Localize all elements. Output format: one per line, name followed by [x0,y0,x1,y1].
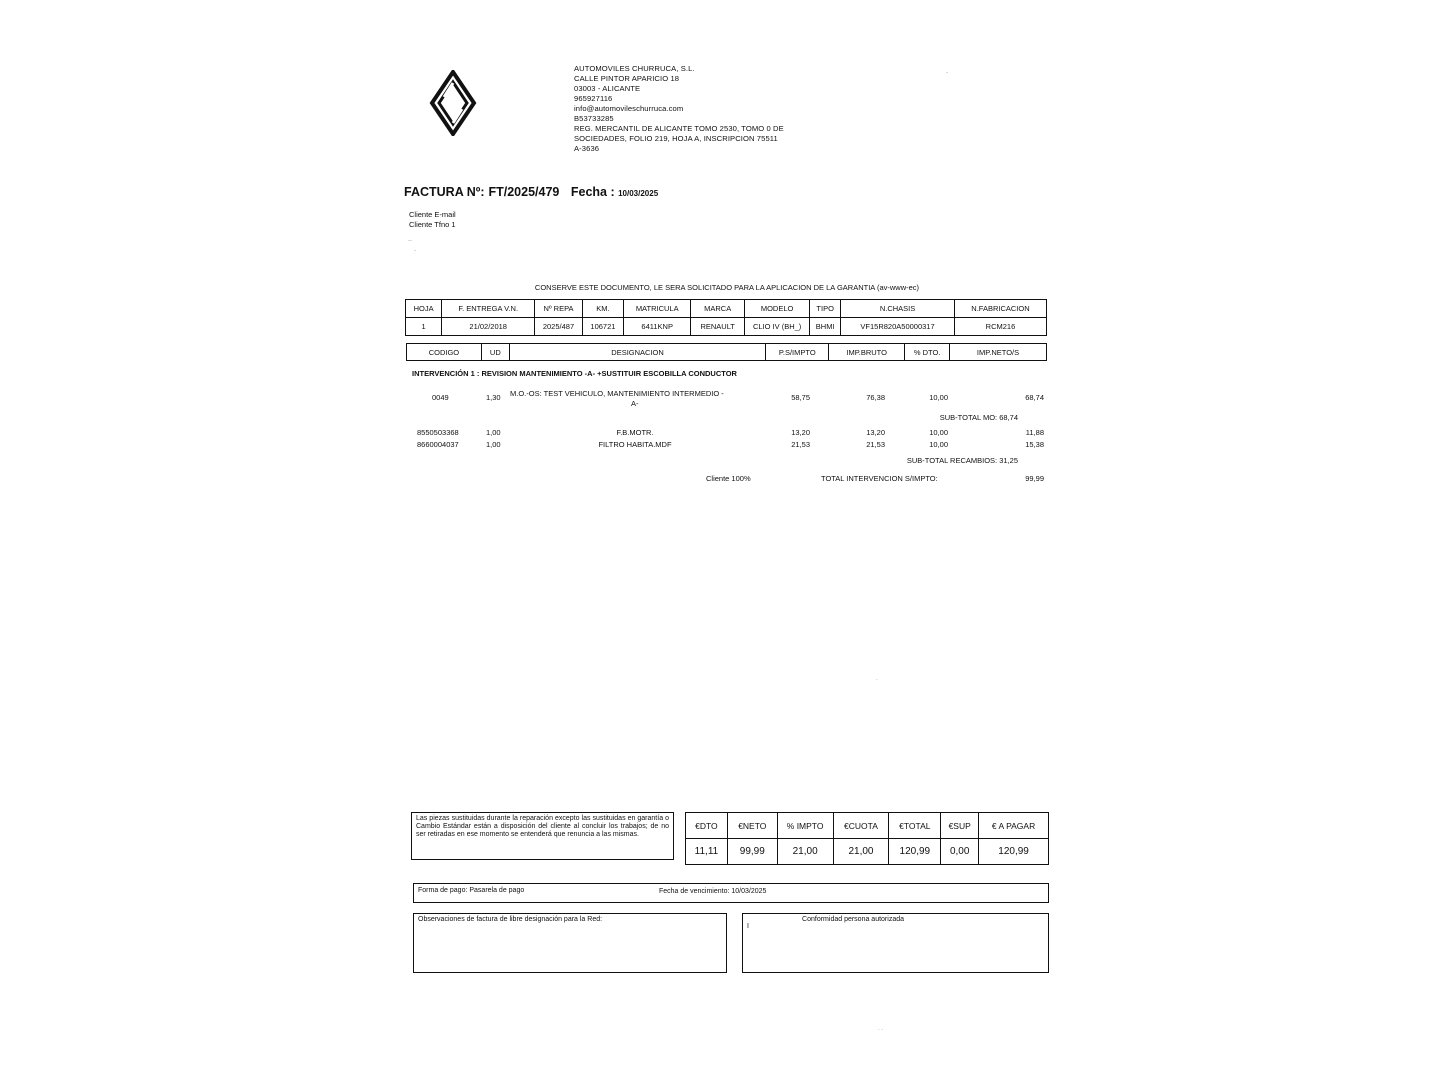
company-line: CALLE PINTOR APARICIO 18 [574,74,680,83]
company-line: B53733285 [574,114,614,123]
client-info [409,210,456,230]
part-net: 15,38 [1025,440,1044,449]
vehicle-value: CLIO IV (BH_) [745,318,810,336]
vehicle-header: F. ENTREGA V.N. [442,300,535,318]
lines-header-row [407,344,1047,361]
part-code: 8660004037 [417,440,459,449]
invoice-date-label: Fecha : [570,185,615,199]
labour-desc-cont: A- [631,399,639,408]
vehicle-value: VF15R820A50000317 [841,318,955,336]
labour-code: 0049 [432,393,449,402]
company-line: 03003 - ALICANTE [574,84,641,93]
vehicle-value: BHMI [810,318,841,336]
part-dto: 10,00 [929,440,948,449]
subtotal-mo: SUB-TOTAL MO: 68,74 [939,413,1018,422]
conformity-mark: I [747,923,749,930]
totals-header: €NETO [727,813,777,839]
part-ud: 1,00 [486,428,501,437]
part-desc: F.B.MOTR. [616,428,654,437]
lines-header: CODIGO [407,344,482,361]
labour-dto: 10,00 [929,393,948,402]
vehicle-header-row [406,300,1047,318]
warranty-notice: CONSERVE ESTE DOCUMENTO, LE SERA SOLICITADO PARA LA APLICACION DE LA GARANTIA (av-www-ec) [534,283,920,292]
total-intervention-label: TOTAL INTERVENCION S/IMPTO: [821,474,938,483]
vehicle-value-row [406,318,1047,336]
totals-header: €TOTAL [889,813,941,839]
invoice-title [404,185,658,199]
total-intervention-value: 99,99 [1025,474,1044,483]
totals-value: 120,99 [979,839,1049,865]
lines-header: IMP.NETO/S [950,344,1047,361]
client-dots: . [414,246,416,253]
totals-value: 11,11 [686,839,728,865]
totals-table [685,812,1049,865]
part-code: 8550503368 [417,428,459,437]
totals-value: 21,00 [777,839,833,865]
vehicle-header: MODELO [745,300,810,318]
company-line: 965927116 [574,94,613,103]
company-line: A-3636 [574,144,600,153]
payment-method: Forma de pago: Pasarela de pago [418,887,525,894]
lines-header: % DTO. [905,344,950,361]
totals-header: €SUP [941,813,979,839]
subtotal-parts: SUB-TOTAL RECAMBIOS: 31,25 [906,456,1018,465]
part-gross: 13,20 [866,428,885,437]
vehicle-value: RENAULT [691,318,745,336]
totals-value: 0,00 [941,839,979,865]
invoice-number: FT/2025/479 [488,185,560,199]
totals-value-row [686,839,1049,865]
part-gross: 21,53 [866,440,885,449]
client-phone: Cliente Tfno 1 [409,220,456,229]
vehicle-header: N.FABRICACION [954,300,1046,318]
labour-net: 68,74 [1025,393,1044,402]
vehicle-value: 2025/487 [535,318,583,336]
part-net: 11,88 [1025,428,1044,437]
totals-header: % IMPTO [777,813,833,839]
lines-header: DESIGNACION [509,344,765,361]
company-line: REG. MERCANTIL DE ALICANTE TOMO 2530, TOMO 0 DE [574,124,784,133]
vehicle-header: HOJA [406,300,442,318]
company-line: info@automovileschurruca.com [574,104,684,113]
labour-price: 58,75 [791,393,810,402]
renault-logo-icon [428,70,478,136]
conformity-box [742,913,1049,973]
vehicle-header: Nº REPA [535,300,583,318]
client-email: Cliente E-mail [409,210,456,219]
vehicle-header: MARCA [691,300,745,318]
totals-header: € A PAGAR [979,813,1049,839]
vehicle-value: 21/02/2018 [442,318,535,336]
totals-header: €DTO [686,813,728,839]
client-dots: .. [408,236,412,243]
conformity-label: Conformidad persona autorizada [802,916,904,923]
part-ud: 1,00 [486,440,501,449]
labour-desc: M.O.-OS: TEST VEHICULO, MANTENIMIENTO INTERMEDIO - [510,389,724,398]
vehicle-value: RCM216 [954,318,1046,336]
vehicle-header: KM. [582,300,623,318]
totals-value: 21,00 [833,839,889,865]
legal-notice: Las piezas sustituidas durante la reparación excepto las sustituidas en garantía o Cambio Estándar están a disposición del cliente al concluir los trabajos; de no ser retiradas en ese momento se entenderá que renuncia a las mismas. [411,812,674,860]
vehicle-header: MATRICULA [624,300,691,318]
lines-header-table [406,343,1047,361]
scan-speck: . . [878,1026,884,1032]
invoice-number-label: FACTURA Nº: [404,185,485,199]
totals-header: €CUOTA [833,813,889,839]
payment-due-date: Fecha de vencimiento: 10/03/2025 [659,888,767,895]
vehicle-value: 106721 [582,318,623,336]
company-line: AUTOMOVILES CHURRUCA, S.L. [574,64,695,73]
client-percentage: Cliente 100% [706,474,751,483]
vehicle-header: TIPO [810,300,841,318]
part-price: 21,53 [791,440,810,449]
part-dto: 10,00 [929,428,948,437]
company-info [574,64,784,154]
totals-value: 120,99 [889,839,941,865]
vehicle-table [405,299,1047,336]
part-price: 13,20 [791,428,810,437]
part-desc: FILTRO HABITA.MDF [598,440,672,449]
lines-header: IMP.BRUTO [829,344,905,361]
observations-box [413,913,727,973]
labour-gross: 76,38 [866,393,885,402]
scan-speck: . [876,676,878,682]
vehicle-value: 1 [406,318,442,336]
vehicle-header: N.CHASIS [841,300,955,318]
observations-label: Observaciones de factura de libre designación para la Red: [418,916,603,923]
totals-header-row [686,813,1049,839]
totals-value: 99,99 [727,839,777,865]
scan-speck: - [946,70,948,76]
intervention-title: INTERVENCIÓN 1 : REVISION MANTENIMIENTO -A- +SUSTITUIR ESCOBILLA CONDUCTOR [412,369,737,378]
labour-ud: 1,30 [486,393,501,402]
lines-header: UD [481,344,509,361]
payment-box [413,883,1049,903]
vehicle-value: 6411KNP [624,318,691,336]
lines-header: P.S/IMPTO [766,344,829,361]
company-line: SOCIEDADES, FOLIO 219, HOJA A, INSCRIPCION 75511 [574,134,778,143]
invoice-date: 10/03/2025 [618,189,659,198]
